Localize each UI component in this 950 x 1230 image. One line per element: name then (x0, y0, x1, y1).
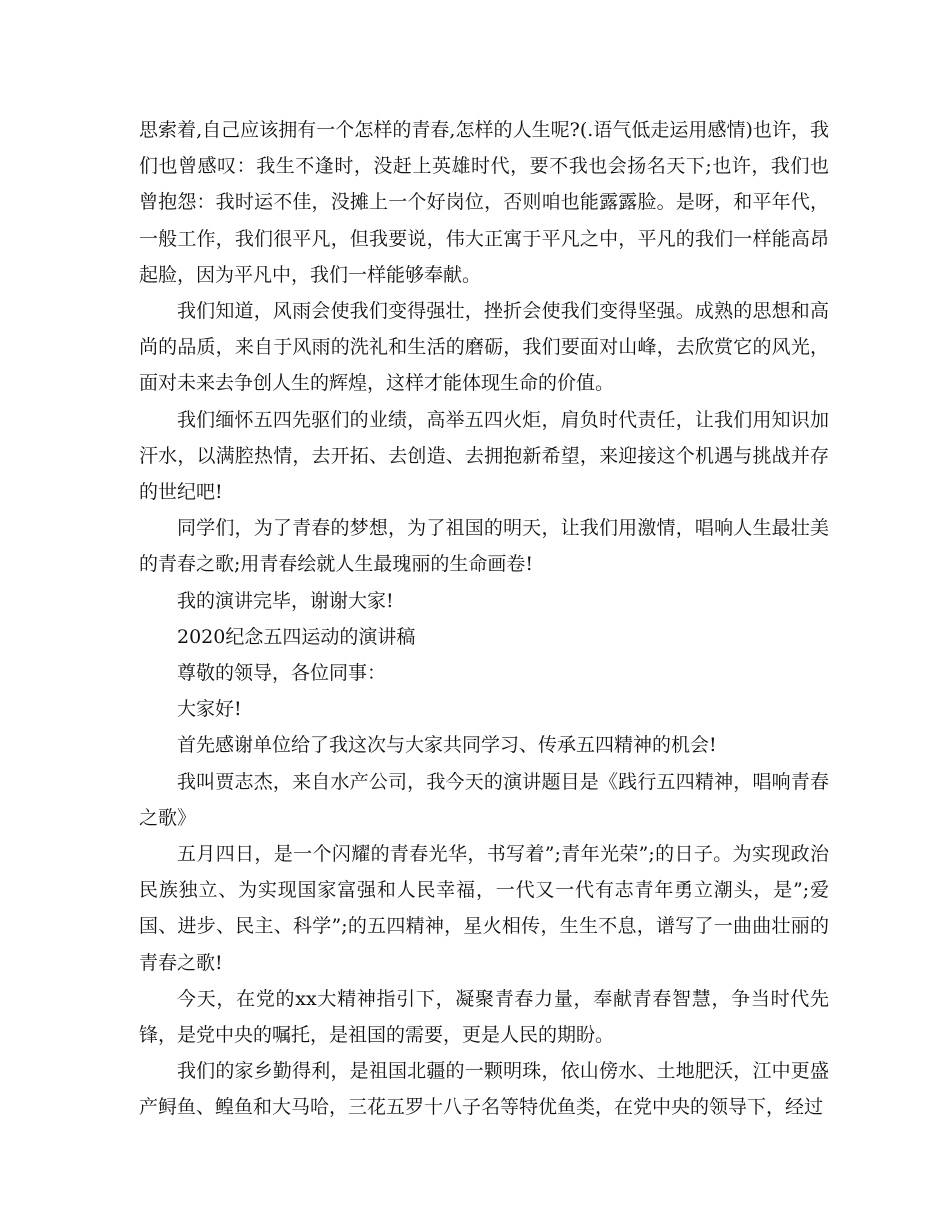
document-body (139, 112, 829, 1126)
paragraph-thanks: 首先感谢单位给了我这次与大家共同学习、传承五四精神的机会! (177, 734, 717, 757)
paragraph-closing: 我的演讲完毕，谢谢大家! (177, 589, 394, 612)
paragraph-introduction: 我叫贾志杰，来自水产公司，我今天的演讲题目是《践行五四精神，唱响青春之歌》 (139, 770, 829, 829)
paragraph-1: 思索着,自己应该拥有一个怎样的青春,怎样的人生呢?(.语气低走运用感情)也许，我们也曾感叹：我生不逢时，没赶上英雄时代，要不我也会扬名天下;也许，我们也曾抱怨：我时运不佳，没摊上一个好岗位，否则咱也能露露脸。是呀，和平年代，一般工作，我们很平凡，但我要说，伟大正寓于平凡之中，平凡的我们一样能高昂起脸，因为平凡中，我们一样能够奉献。 (139, 119, 829, 286)
section-title: 2020纪念五四运动的演讲稿 (177, 625, 416, 648)
greeting: 大家好! (177, 698, 242, 721)
paragraph-3: 我们缅怀五四先驱们的业绩，高举五四火炬，肩负时代责任，让我们用知识加汗水，以满腔热情，去开拓、去创造、去拥抱新希望，来迎接这个机遇与挑战并存的世纪吧! (139, 408, 829, 504)
paragraph-2: 我们知道，风雨会使我们变得强壮，挫折会使我们变得坚强。成熟的思想和高尚的品质，来自于风雨的洗礼和生活的磨砺，我们要面对山峰，去欣赏它的风光，面对未来去争创人生的辉煌，这样才能体现生命的价值。 (139, 300, 829, 395)
paragraph-hometown: 我们的家乡勤得利，是祖国北疆的一颗明珠，依山傍水、土地肥沃，江中更盛产鲟鱼、鳇鱼和大马哈，三花五罗十八子名等特优鱼类，在党中央的领导下，经过 (139, 1060, 829, 1119)
salutation: 尊敬的领导，各位同事： (177, 662, 387, 685)
paragraph-may-fourth: 五月四日，是一个闪耀的青春光华，书写着”;青年光荣”;的日子。为实现政治民族独立、为实现国家富强和人民幸福，一代又一代有志青年勇立潮头，是”;爱国、进步、民主、科学”;的五四精神，星火相传，生生不息，谱写了一曲曲壮丽的青春之歌! (139, 843, 829, 974)
paragraph-today: 今天，在党的xx大精神指引下，凝聚青春力量，奉献青春智慧，争当时代先锋，是党中央的嘱托，是祖国的需要，更是人民的期盼。 (139, 987, 829, 1047)
paragraph-4: 同学们，为了青春的梦想，为了祖国的明天，让我们用激情，唱响人生最壮美的青春之歌;用青春绘就人生最瑰丽的生命画卷! (139, 517, 829, 576)
